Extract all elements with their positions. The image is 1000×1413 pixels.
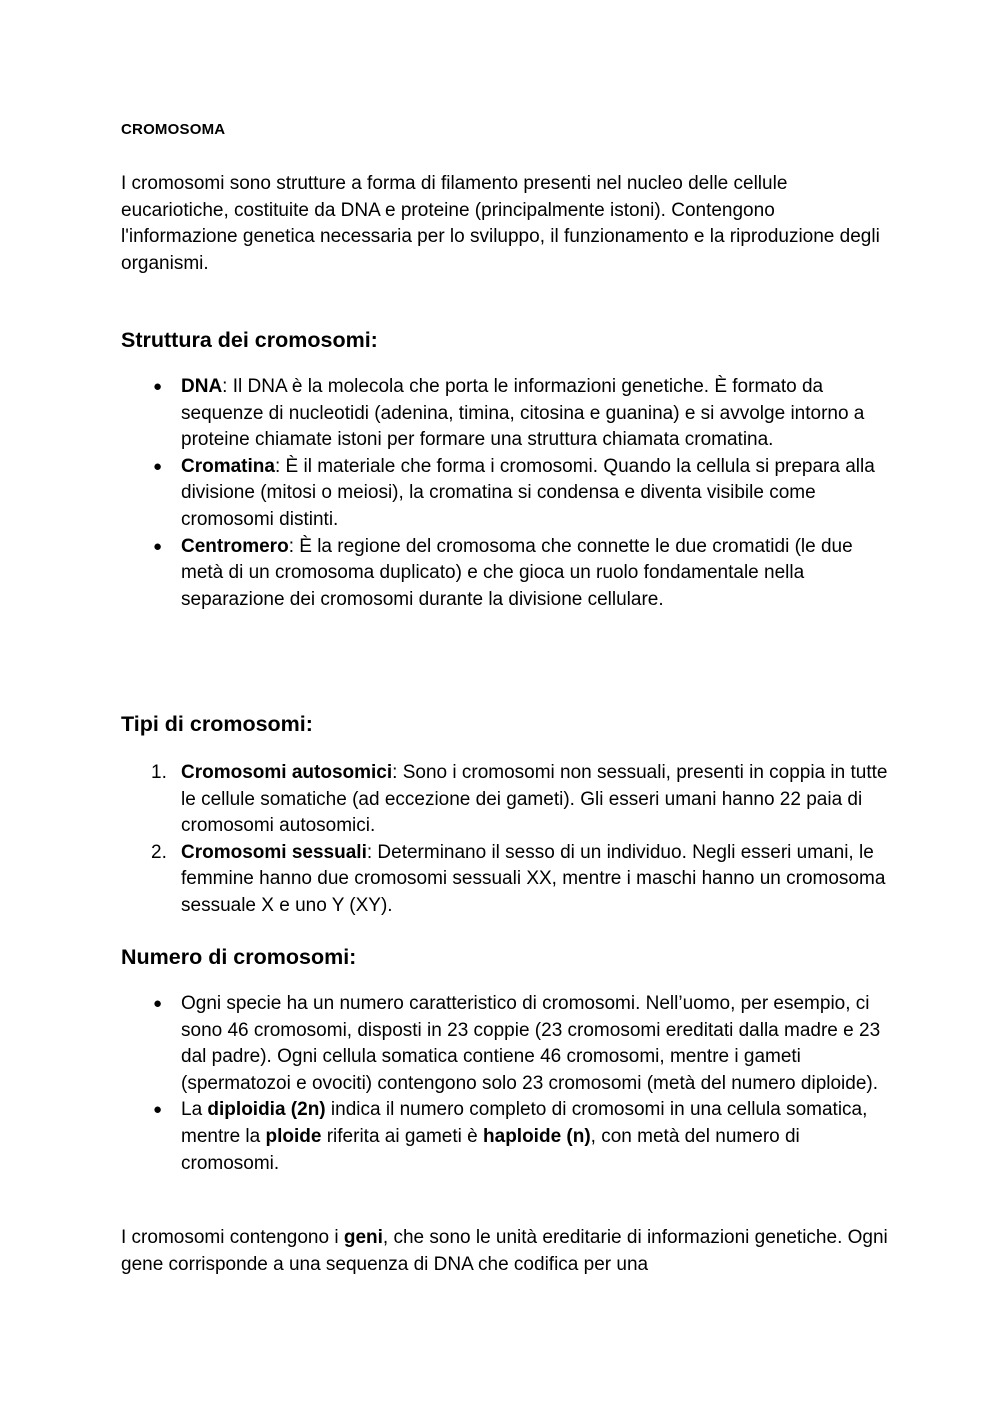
list-item-cromatina — [121, 454, 891, 534]
bullet-icon: ● — [153, 378, 163, 395]
definition-autosomici: : Sono i cromosomi non sessuali, presenti in coppia in tutte le cellule somatiche (ad eccezione dei gameti). Gli esseri umani hanno 22 paia di cromosomi autosomici. — [181, 762, 888, 837]
list-item-diploidia — [121, 1097, 891, 1177]
struttura-list — [121, 374, 891, 613]
term-sessuali: Cromosomi sessuali — [181, 841, 367, 863]
bullet-icon: ● — [153, 1101, 163, 1119]
closing-text: I cromosomi contengono i — [121, 1227, 344, 1248]
list-item-centromero — [121, 534, 891, 614]
tipi-list — [121, 760, 891, 920]
diploidia-text: indica il numero completo di cromosomi in una cellula somatica, mentre la — [181, 1099, 868, 1147]
term-centromero: Centromero — [181, 535, 289, 557]
heading-tipi: Tipi di cromosomi: — [121, 712, 313, 736]
definition-dna: : Il DNA è la molecola che porta le informazioni genetiche. È formato da sequenze di nucleotidi (adenina, timina, citosina e guanina) e si avvolge intorno a proteine chiamate istoni per formare una struttura chiamata cromatina. — [181, 376, 865, 451]
list-number: 1. — [151, 762, 167, 783]
definition-cromatina: : È il materiale che forma i cromosomi. Quando la cellula si prepara alla divisione (mitosi o meiosi), la cromatina si condensa e diventa visibile come cromosomi distinti. — [181, 455, 875, 530]
term-diploidia: diploidia (2n) — [207, 1099, 326, 1121]
list-item-numero-specie — [121, 991, 891, 1097]
diploidia-text: , con metà del numero di cromosomi. — [181, 1125, 800, 1174]
closing-paragraph — [121, 1225, 891, 1278]
diploidia-text: riferita ai gameti è — [321, 1125, 484, 1147]
bullet-icon: ● — [153, 457, 163, 475]
term-autosomici: Cromosomi autosomici — [181, 762, 393, 783]
term-cromatina: Cromatina — [181, 455, 275, 477]
heading-struttura: Struttura dei cromosomi: — [121, 328, 378, 352]
intro-paragraph: I cromosomi sono strutture a forma di filamento presenti nel nucleo delle cellule eucariotiche, costituite da DNA e proteine (principalmente istoni). Contengono l'informazione genetica necessaria per lo sviluppo, il funzionamento e la riproduzione degli organismi. — [121, 173, 880, 274]
definition-centromero: : È la regione del cromosoma che connette le due cromatidi (le due metà di un cromosoma duplicato) e che gioca un ruolo fondamentale nella separazione dei cromosomi durante la divisione cellulare. — [181, 535, 853, 610]
list-item-dna — [121, 374, 891, 454]
numero-specie-text: Ogni specie ha un numero caratteristico di cromosomi. Nell’uomo, per esempio, ci sono 46 cromosomi, disposti in 23 coppie (23 cromosomi ereditati dalla madre e 23 dal padre). Ogni cellula somatica contiene 46 cromosomi, mentre i gameti (spermatozoi e ovociti) contengono solo 23 cromosomi (metà del numero diploide). — [181, 993, 881, 1094]
list-item-sessuali — [121, 840, 891, 920]
heading-numero: Numero di cromosomi: — [121, 945, 357, 969]
diploidia-text: La — [181, 1099, 208, 1121]
bullet-icon: ● — [153, 995, 163, 1012]
numero-list — [121, 991, 891, 1177]
list-item-autosomici — [121, 760, 891, 840]
term-dna: DNA — [181, 376, 223, 397]
closing-text: , che sono le unità ereditarie di informazioni genetiche. Ogni gene corrisponde a una sequenza di DNA che codifica per una — [121, 1227, 888, 1275]
bullet-icon: ● — [153, 537, 163, 555]
list-number: 2. — [151, 841, 167, 863]
term-haploide: haploide (n) — [483, 1125, 591, 1147]
document-title: CROMOSOMA — [121, 121, 226, 138]
term-geni: geni — [343, 1227, 383, 1248]
term-ploide: ploide — [265, 1125, 322, 1147]
definition-sessuali: : Determinano il sesso di un individuo. Negli esseri umani, le femmine hanno due cromosomi sessuali XX, mentre i maschi hanno un cromosoma sessuale X e uno Y (XY). — [181, 841, 886, 916]
